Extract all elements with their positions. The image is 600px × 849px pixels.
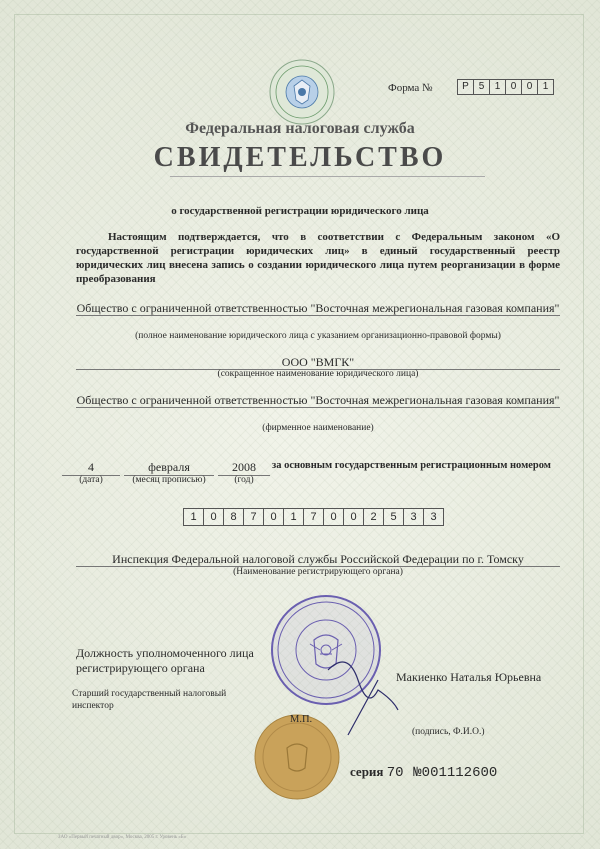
ogrn-digit: 5: [383, 508, 404, 526]
ogrn-digit: 0: [323, 508, 344, 526]
gold-hologram-seal: [254, 714, 340, 800]
firm-name-caption: (фирменное наименование): [262, 423, 374, 433]
short-name-caption: (сокращенное наименование юридического лица): [217, 369, 419, 379]
full-name-caption: (полное наименование юридического лица с указанием организационно-правовой формы): [135, 331, 501, 341]
form-number-code: [458, 79, 554, 95]
ogrn-digit: 7: [303, 508, 324, 526]
tax-service-hologram-seal: [268, 58, 336, 126]
ogrn-digit: 2: [363, 508, 384, 526]
ogrn-digit: 3: [403, 508, 424, 526]
title-divider: [170, 176, 485, 177]
document-subtitle: о государственной регистрации юридического лица: [171, 205, 429, 217]
ogrn-digit: 7: [243, 508, 264, 526]
ogrn-digit: 1: [183, 508, 204, 526]
ogrn-number: [184, 508, 444, 526]
ogrn-digit: 0: [263, 508, 284, 526]
registration-year-caption: (год): [234, 475, 254, 485]
ogrn-digit: 3: [423, 508, 444, 526]
registration-year: 2008: [218, 460, 270, 476]
full-name-value: Общество с ограниченной ответственностью "Восточная межрегиональная газовая компания": [76, 301, 560, 315]
ogrn-digit: 8: [223, 508, 244, 526]
series-value: 70: [386, 765, 404, 781]
short-name-value: ООО "ВМГК": [76, 355, 560, 370]
seal-place-mark: М.П.: [290, 714, 313, 725]
document-title: СВИДЕТЕЛЬСТВО: [153, 142, 447, 173]
agency-name: Федеральная налоговая служба: [185, 120, 415, 137]
form-code-cell: 1: [537, 79, 554, 95]
form-code-cell: 5: [473, 79, 490, 95]
confirmation-text: Настоящим подтверждается, что в соответствии с Федеральным законом «О государственной регистрации юридических лиц» в единый государственный реестр юридических лиц внесена запись о создании юридического лица путем реорганизации в форме преобразования: [76, 231, 560, 285]
ogrn-digit: 1: [283, 508, 304, 526]
firm-name-value: Общество с ограниченной ответственностью "Восточная межрегиональная газовая компания": [76, 393, 560, 407]
signature-caption: (подпись, Ф.И.О.): [412, 727, 485, 737]
ogrn-label: за основным государственным регистрационным номером: [272, 460, 551, 471]
form-code-cell: 1: [489, 79, 506, 95]
printer-imprint: ЗАО «Первый печатный двор», Москва, 2005 г. Уровень «Б»: [58, 835, 187, 840]
certificate-number: №001112600: [413, 765, 498, 781]
registration-month: февраля: [124, 460, 214, 476]
official-position-label: Должность уполномоченного лица регистрирующего органа: [76, 646, 254, 675]
registering-authority-value: Инспекция Федеральной налоговой службы Российской Федерации по г. Томску: [76, 552, 560, 567]
official-position: Старший государственный налоговый инспектор: [72, 689, 227, 711]
signer-name: Макиенко Наталья Юрьевна: [396, 670, 542, 684]
series-number: [350, 764, 497, 781]
form-code-cell: 0: [521, 79, 538, 95]
registration-day-caption: (дата): [79, 475, 103, 485]
form-code-cell: 0: [505, 79, 522, 95]
series-label: серия: [350, 764, 384, 779]
registering-authority-caption: (Наименование регистрирующего органа): [233, 567, 403, 577]
form-code-cell: Р: [457, 79, 474, 95]
registration-day: 4: [62, 460, 120, 476]
ogrn-digit: 0: [203, 508, 224, 526]
form-number-label: Форма №: [388, 82, 433, 94]
ogrn-digit: 0: [343, 508, 364, 526]
registration-month-caption: (месяц прописью): [132, 475, 206, 485]
